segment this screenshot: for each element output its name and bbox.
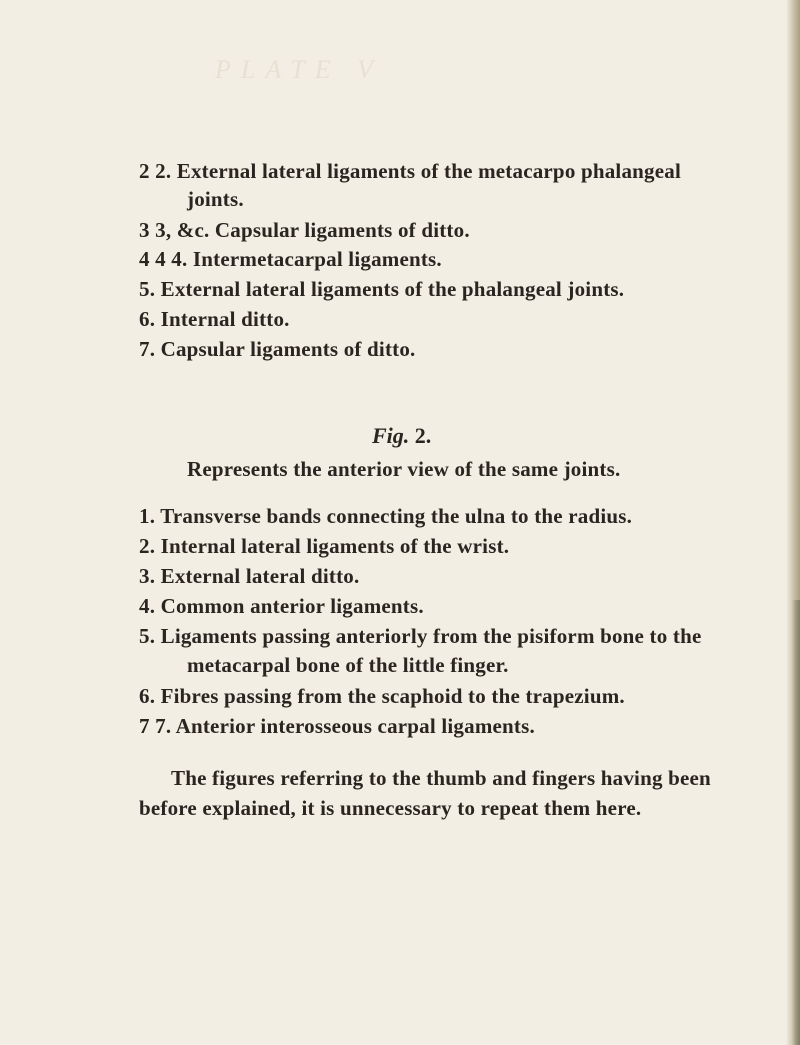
item-text: External lateral ligaments of the metacarpo phalangeal bbox=[176, 159, 681, 183]
list-item bbox=[139, 713, 535, 739]
item-number: 7 7. bbox=[139, 714, 172, 738]
list-item bbox=[139, 503, 632, 529]
item-text: Transverse bands connecting the ulna to the radius. bbox=[160, 504, 633, 528]
item-text: Capsular ligaments of ditto. bbox=[160, 337, 416, 361]
item-number: 1. bbox=[139, 504, 156, 528]
list-item-continuation bbox=[187, 186, 244, 212]
list-item bbox=[139, 563, 359, 589]
item-text: Common anterior ligaments. bbox=[160, 594, 424, 618]
item-text: Internal ditto. bbox=[160, 307, 290, 331]
figure-number: 2. bbox=[414, 423, 432, 448]
item-text: Intermetacarpal ligaments. bbox=[192, 247, 442, 271]
item-text: Anterior interosseous carpal ligaments. bbox=[175, 714, 535, 738]
item-text: Ligaments passing anteriorly from the pisiform bone to the bbox=[160, 624, 702, 648]
closing-paragraph-line: before explained, it is unnecessary to repeat them here. bbox=[139, 796, 642, 820]
item-number: 3 3, bbox=[139, 218, 172, 242]
list-item bbox=[139, 336, 416, 362]
item-text: metacarpal bone of the little finger. bbox=[187, 653, 509, 677]
item-number: 4 4 4. bbox=[139, 247, 188, 271]
list-item bbox=[139, 593, 424, 619]
list-item bbox=[139, 246, 442, 272]
item-number: 7. bbox=[139, 337, 156, 361]
figure-heading bbox=[372, 423, 431, 449]
page-edge-stain bbox=[792, 600, 800, 1045]
item-number: 4. bbox=[139, 594, 156, 618]
list-item bbox=[139, 217, 470, 243]
item-number: 3. bbox=[139, 564, 156, 588]
item-number: 5. bbox=[139, 624, 156, 648]
list-item bbox=[139, 276, 624, 302]
item-text: Fibres passing from the scaphoid to the trapezium. bbox=[160, 684, 625, 708]
closing-paragraph-line: The figures referring to the thumb and fingers having been bbox=[171, 766, 711, 790]
item-number: 2. bbox=[139, 534, 156, 558]
list-item bbox=[139, 623, 701, 649]
item-number: 6. bbox=[139, 307, 156, 331]
list-item bbox=[139, 683, 625, 709]
item-text: External lateral ligaments of the phalangeal joints. bbox=[160, 277, 625, 301]
list-item bbox=[139, 158, 681, 184]
item-number: 6. bbox=[139, 684, 156, 708]
show-through-text: PLATE V bbox=[215, 55, 383, 84]
item-number: 2 2. bbox=[139, 159, 172, 183]
list-item-continuation bbox=[187, 652, 509, 678]
figure-caption: Represents the anterior view of the same joints. bbox=[187, 457, 621, 481]
item-text: External lateral ditto. bbox=[160, 564, 360, 588]
list-item bbox=[139, 533, 509, 559]
list-item bbox=[139, 306, 290, 332]
item-text: &c. Capsular ligaments of ditto. bbox=[176, 218, 470, 242]
item-number: 5. bbox=[139, 277, 156, 301]
figure-label: Fig. bbox=[372, 423, 410, 448]
item-text: Internal lateral ligaments of the wrist. bbox=[160, 534, 510, 558]
item-text: joints. bbox=[187, 187, 244, 211]
